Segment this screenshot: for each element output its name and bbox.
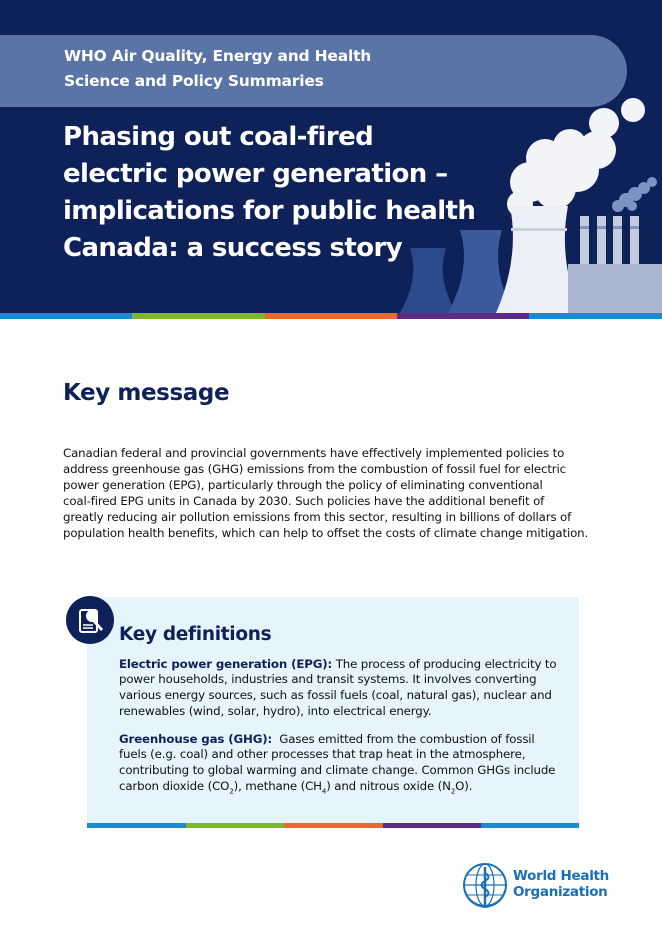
cooling-tower-back-left-icon xyxy=(400,248,456,313)
color-stripe-blue-2 xyxy=(529,313,662,319)
cover-header xyxy=(0,0,662,313)
key-message-line: population health benefits, which can help to offset the costs of climate change mitigation. xyxy=(63,526,589,540)
epg-definition-line-2: power households, industries and transit systems. It involves converting xyxy=(119,672,537,686)
key-message-line: greatly reducing air pollution emissions from this sector, resulting in billions of dollars of xyxy=(63,510,572,524)
key-message-line: coal-fired EPG units in Canada by 2030. Such policies have the additional benefit of xyxy=(63,494,545,508)
n2o-subscript: 2 xyxy=(450,787,456,796)
series-title-line-2: Science and Policy Summaries xyxy=(64,72,324,90)
who-name-line-2: Organization xyxy=(513,884,608,900)
ghg-definition-line-1 xyxy=(119,732,535,746)
ghg-term: Greenhouse gas (GHG): xyxy=(119,732,273,746)
color-stripe-blue xyxy=(0,313,132,319)
document-title-line-2: electric power generation – xyxy=(63,159,448,189)
key-definitions-heading: Key definitions xyxy=(119,624,272,645)
key-message-heading: Key message xyxy=(63,380,230,406)
color-stripe-purple xyxy=(397,313,529,319)
co2-text: carbon dioxide (CO xyxy=(119,779,230,793)
definitions-stripe-green xyxy=(186,823,284,828)
ch4-subscript: 4 xyxy=(321,787,327,796)
epg-definition-line-4: renewables (wind, solar, hydro), into electrical energy. xyxy=(119,704,432,718)
ghg-definition-text: Gases emitted from the combustion of fossil xyxy=(279,732,535,746)
ghg-end-text: O). xyxy=(455,779,473,793)
document-pen-icon xyxy=(66,596,114,644)
color-stripe-green xyxy=(132,313,265,319)
key-message-line: Canadian federal and provincial governments have effectively implemented policies to xyxy=(63,446,565,460)
ghg-definition-line-4 xyxy=(119,779,472,795)
definitions-stripe-orange xyxy=(284,823,383,828)
ghg-definition-line-3: contributing to global warming and climate change. Common GHGs include xyxy=(119,763,556,777)
epg-definition-line-3: various energy sources, such as fossil fuels (coal, natural gas), nuclear and xyxy=(119,688,552,702)
color-stripe-orange xyxy=(265,313,397,319)
key-message-line: power generation (EPG), particularly through the policy of eliminating conventional xyxy=(63,478,543,492)
definitions-stripe-blue xyxy=(87,823,186,828)
definitions-stripe-purple xyxy=(383,823,481,828)
co2-subscript: 2 xyxy=(229,787,234,796)
cooling-tower-main-icon xyxy=(496,206,580,313)
document-title-line-4: Canada: a success story xyxy=(63,233,403,263)
who-emblem-icon xyxy=(461,861,509,909)
ghg-definition-line-2: fuels (e.g. coal) and other processes that trap heat in the atmosphere, xyxy=(119,747,526,761)
ch4-text: ), methane (CH xyxy=(233,779,322,793)
series-title-line-1: WHO Air Quality, Energy and Health xyxy=(64,47,372,65)
key-message-line: address greenhouse gas (GHG) emissions from the combustion of fossil fuel for electric xyxy=(63,462,566,476)
power-plant-illustration xyxy=(390,88,662,313)
document-title-line-1: Phasing out coal-fired xyxy=(63,122,374,152)
n2o-text: ) and nitrous oxide (N xyxy=(326,779,451,793)
who-name-line-1: World Health xyxy=(513,868,609,884)
factory-icon xyxy=(568,216,662,313)
epg-definition-line-1 xyxy=(119,657,556,671)
definitions-stripe-blue-2 xyxy=(481,823,579,828)
epg-term: Electric power generation (EPG): xyxy=(119,657,333,671)
factory-smoke-icon xyxy=(612,177,657,212)
epg-definition-text: The process of producing electricity to xyxy=(335,657,557,671)
document-title-line-3: implications for public health xyxy=(63,196,476,226)
